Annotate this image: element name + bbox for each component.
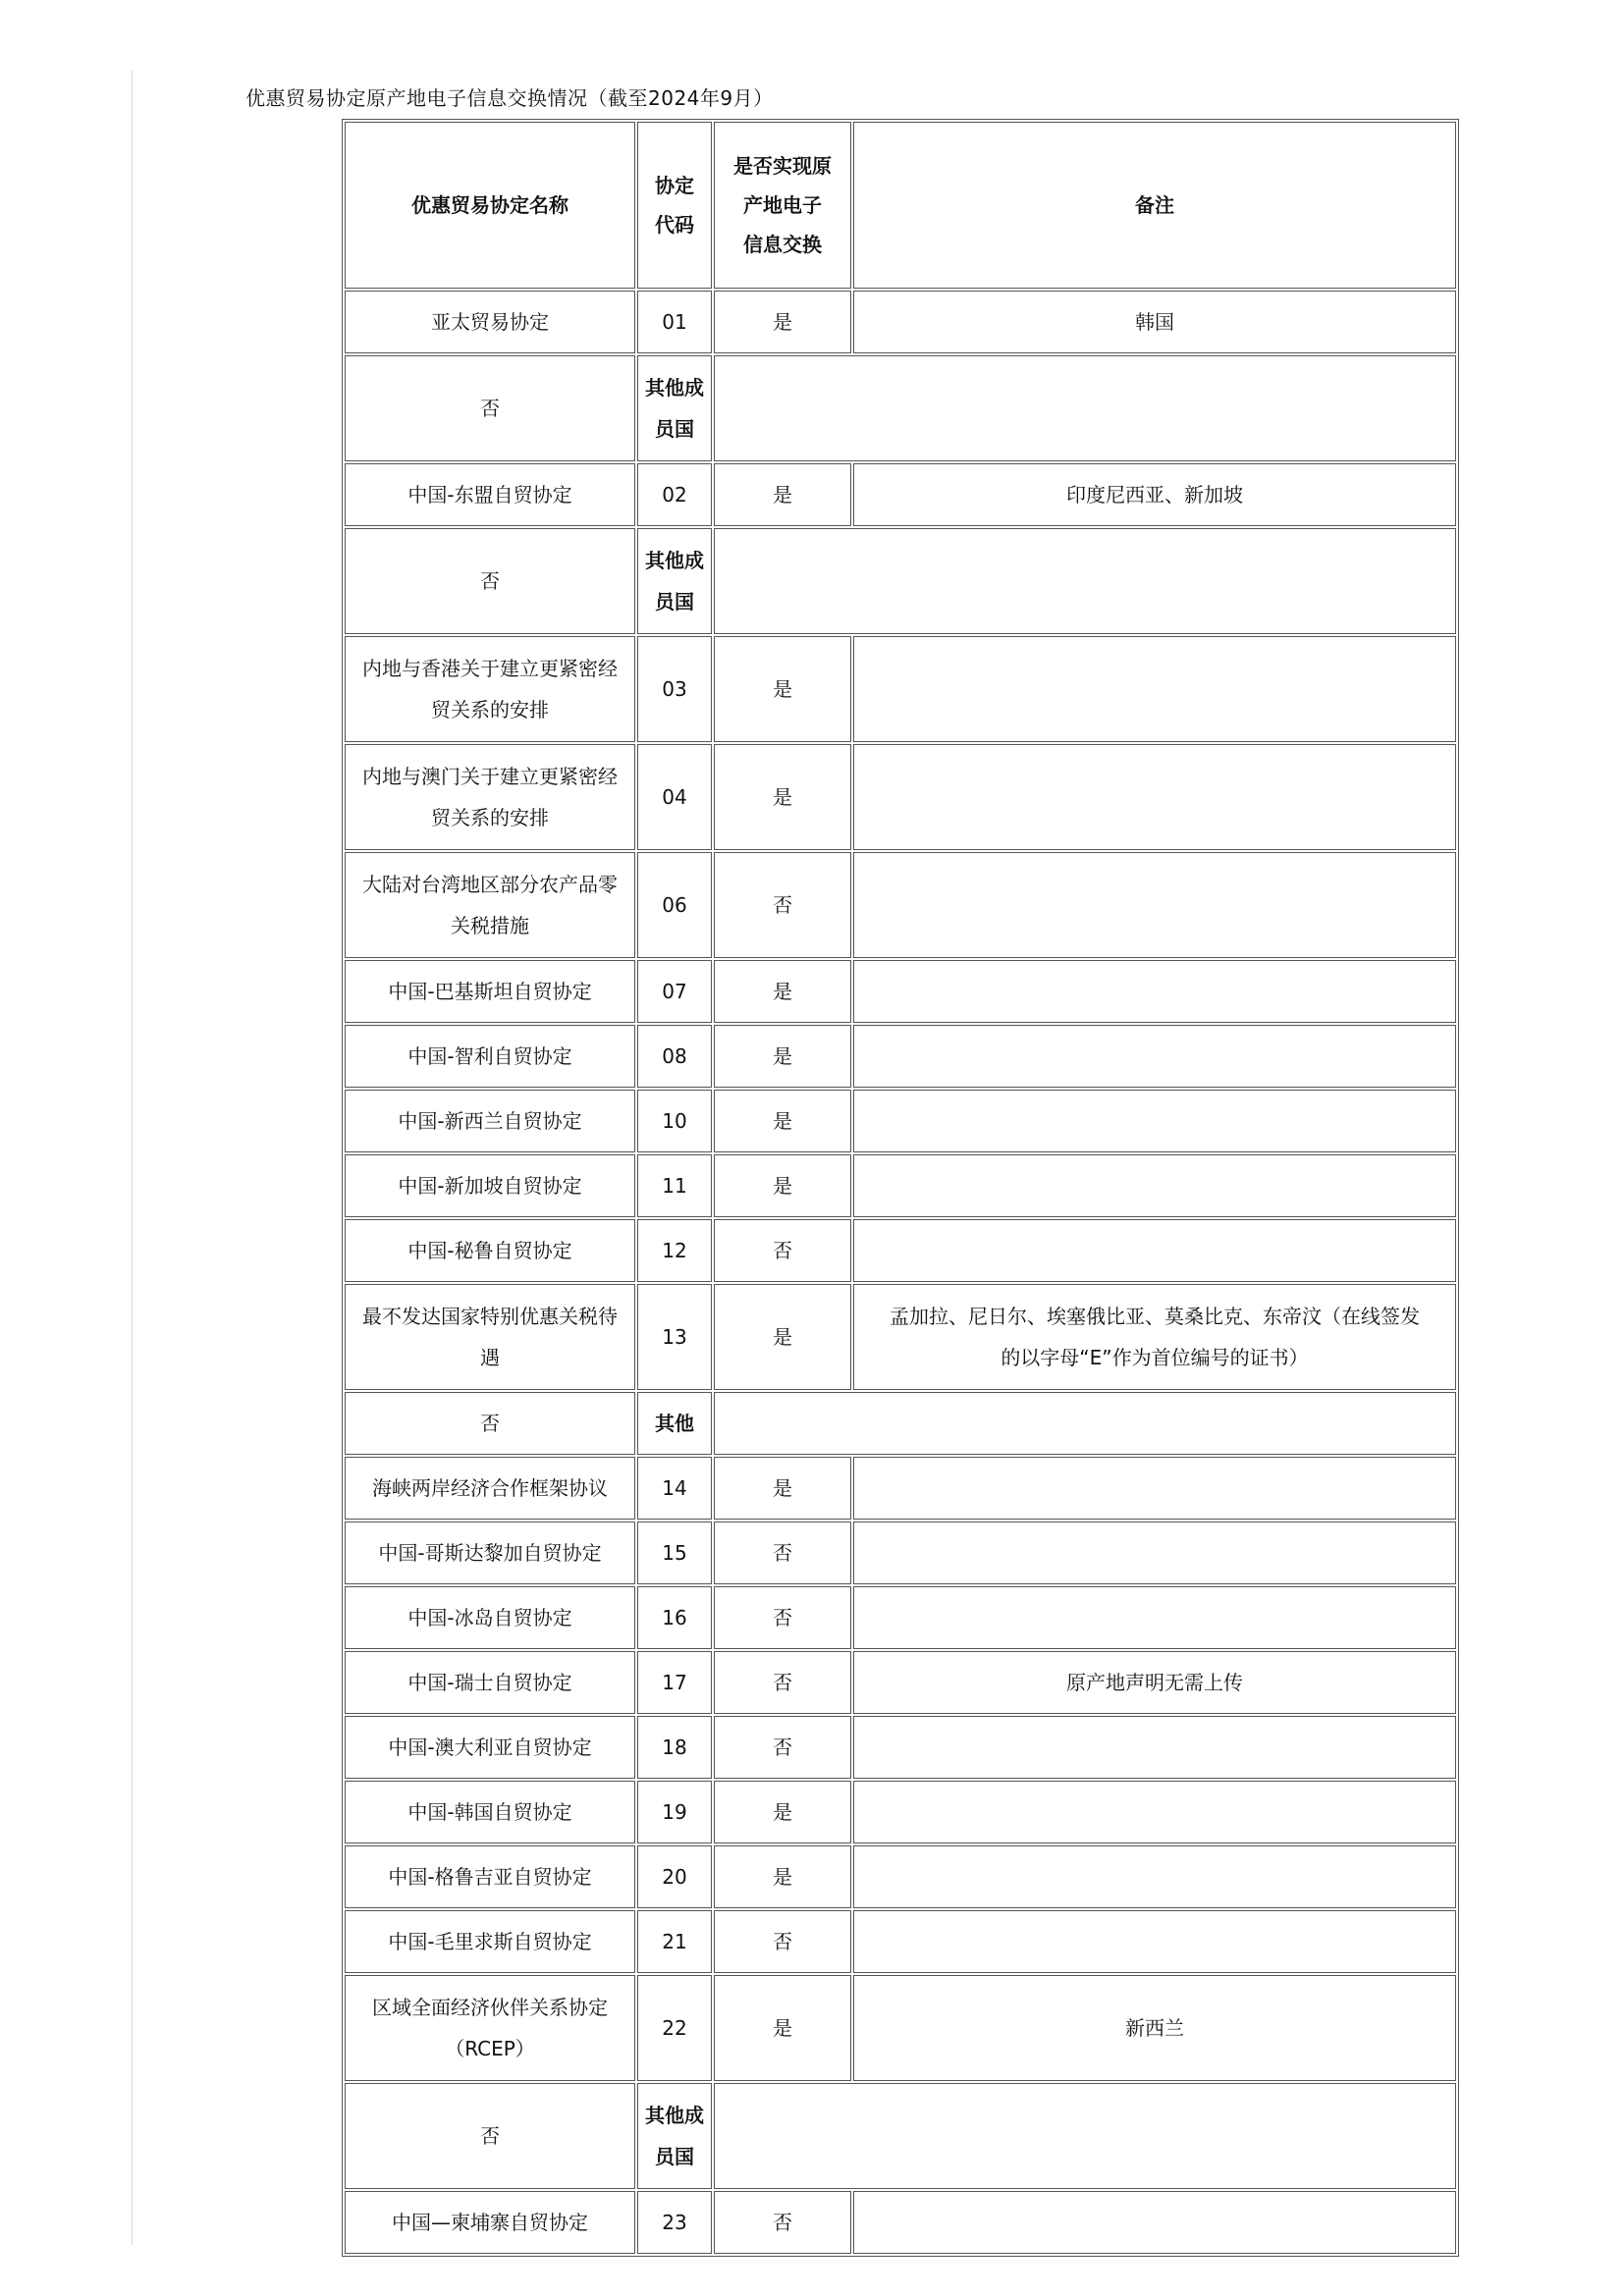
table-subrow bbox=[345, 355, 1456, 461]
exchange-status-cell: 否 bbox=[714, 1716, 851, 1779]
agreement-name-cell bbox=[345, 291, 635, 353]
table-row bbox=[345, 1219, 1456, 1282]
agreement-code-cell: 11 bbox=[637, 1154, 712, 1217]
table-subrow bbox=[345, 1392, 1456, 1455]
agreement-name-cell bbox=[345, 1025, 635, 1088]
header-agreement-name: 优惠贸易协定名称 bbox=[345, 122, 635, 289]
agreement-name-line1: 中国-瑞士自贸协定 bbox=[407, 1671, 572, 1694]
note-cell bbox=[853, 1284, 1456, 1390]
agreement-name-line1: 中国-冰岛自贸协定 bbox=[407, 1606, 572, 1629]
note-cell bbox=[853, 1845, 1456, 1908]
note-cell bbox=[853, 1716, 1456, 1779]
empty-note-cell bbox=[714, 528, 1456, 634]
table-row bbox=[345, 1457, 1456, 1520]
exchange-status-cell: 是 bbox=[714, 1781, 851, 1843]
agreements-table bbox=[342, 119, 1459, 2257]
agreement-code-cell: 18 bbox=[637, 1716, 712, 1779]
agreement-name-line1: 中国-哥斯达黎加自贸协定 bbox=[378, 1541, 602, 1565]
agreement-code-cell: 14 bbox=[637, 1457, 712, 1520]
note-cell bbox=[853, 1781, 1456, 1843]
note-cell bbox=[853, 2191, 1456, 2254]
member-group-line1: 其他成 bbox=[645, 376, 704, 400]
agreement-name-line2: 遇 bbox=[480, 1346, 500, 1369]
note-cell bbox=[853, 852, 1456, 958]
agreement-name-cell bbox=[345, 1522, 635, 1584]
agreement-code-cell: 13 bbox=[637, 1284, 712, 1390]
table-row bbox=[345, 636, 1456, 742]
agreement-name-cell bbox=[345, 636, 635, 742]
agreement-name-line2: 贸关系的安排 bbox=[431, 698, 549, 721]
empty-note-cell bbox=[714, 2083, 1456, 2189]
agreement-name-line1: 中国-智利自贸协定 bbox=[407, 1044, 572, 1068]
agreement-name-line1: 中国-毛里求斯自贸协定 bbox=[388, 1930, 592, 1953]
agreement-name-cell bbox=[345, 463, 635, 526]
note-cell bbox=[853, 1651, 1456, 1714]
agreement-name-cell bbox=[345, 1219, 635, 1282]
agreement-name-line2: 贸关系的安排 bbox=[431, 806, 549, 829]
agreement-name-cell bbox=[345, 1284, 635, 1390]
header-status-line1: 是否实现原 bbox=[733, 154, 832, 178]
exchange-status-cell: 是 bbox=[714, 636, 851, 742]
empty-note-cell bbox=[714, 355, 1456, 461]
agreement-name-cell bbox=[345, 960, 635, 1023]
agreement-name-line1: 大陆对台湾地区部分农产品零 bbox=[362, 873, 618, 896]
header-code bbox=[637, 122, 712, 289]
agreement-name-line1: 中国-澳大利亚自贸协定 bbox=[388, 1735, 592, 1759]
agreement-name-line1: 亚太贸易协定 bbox=[431, 310, 549, 334]
agreement-name-line1: 内地与澳门关于建立更紧密经 bbox=[362, 765, 618, 788]
agreement-name-cell bbox=[345, 2191, 635, 2254]
agreement-name-line1: 中国-东盟自贸协定 bbox=[407, 483, 572, 507]
note-line1: 孟加拉、尼日尔、埃塞俄比亚、莫桑比克、东帝汶（在线签发 bbox=[890, 1305, 1420, 1328]
member-group-cell bbox=[637, 2083, 712, 2189]
agreement-name-line1: 中国-韩国自贸协定 bbox=[407, 1800, 572, 1824]
agreement-code-cell: 03 bbox=[637, 636, 712, 742]
note-line2: 的以字母“E”作为首位编号的证书） bbox=[1001, 1346, 1309, 1369]
exchange-status-cell: 是 bbox=[714, 960, 851, 1023]
table-row bbox=[345, 291, 1456, 353]
agreement-code-cell: 12 bbox=[637, 1219, 712, 1282]
table-row bbox=[345, 1975, 1456, 2081]
header-note: 备注 bbox=[853, 122, 1456, 289]
table-row bbox=[345, 463, 1456, 526]
note-cell bbox=[853, 1586, 1456, 1649]
agreement-code-cell: 01 bbox=[637, 291, 712, 353]
agreement-name-cell bbox=[345, 744, 635, 850]
exchange-status-cell: 否 bbox=[714, 1522, 851, 1584]
agreement-code-cell: 20 bbox=[637, 1845, 712, 1908]
table-row bbox=[345, 2191, 1456, 2254]
exchange-status-cell: 否 bbox=[345, 528, 635, 634]
table-row bbox=[345, 744, 1456, 850]
table-row bbox=[345, 1716, 1456, 1779]
agreement-code-cell: 02 bbox=[637, 463, 712, 526]
agreement-name-cell bbox=[345, 852, 635, 958]
agreement-code-cell: 22 bbox=[637, 1975, 712, 2081]
table-row bbox=[345, 1651, 1456, 1714]
agreement-name-cell bbox=[345, 1910, 635, 1973]
header-code-line1: 协定 bbox=[655, 174, 694, 197]
note-cell bbox=[853, 1090, 1456, 1152]
exchange-status-cell: 否 bbox=[714, 1586, 851, 1649]
exchange-status-cell: 否 bbox=[345, 2083, 635, 2189]
exchange-status-cell: 是 bbox=[714, 463, 851, 526]
table-row bbox=[345, 1781, 1456, 1843]
exchange-status-cell: 否 bbox=[714, 1651, 851, 1714]
agreement-code-cell: 17 bbox=[637, 1651, 712, 1714]
member-group-cell bbox=[637, 528, 712, 634]
agreement-name-cell bbox=[345, 1586, 635, 1649]
agreement-code-cell: 15 bbox=[637, 1522, 712, 1584]
agreement-name-cell bbox=[345, 1845, 635, 1908]
note-cell bbox=[853, 1219, 1456, 1282]
agreement-name-cell bbox=[345, 1154, 635, 1217]
agreement-name-line1: 中国-新加坡自贸协定 bbox=[398, 1174, 582, 1198]
note-cell bbox=[853, 291, 1456, 353]
agreement-code-cell: 16 bbox=[637, 1586, 712, 1649]
document-title: 优惠贸易协定原产地电子信息交换情况（截至2024年9月） bbox=[245, 86, 774, 110]
header-exchange-status bbox=[714, 122, 851, 289]
member-group-cell bbox=[637, 355, 712, 461]
table-header-row bbox=[345, 122, 1456, 289]
exchange-status-cell: 是 bbox=[714, 744, 851, 850]
member-group-line1: 其他成 bbox=[645, 549, 704, 572]
table-row bbox=[345, 1586, 1456, 1649]
member-group-line2: 员国 bbox=[655, 590, 694, 614]
agreement-name-line1: 海峡两岸经济合作框架协议 bbox=[372, 1476, 608, 1500]
member-group-cell bbox=[637, 1392, 712, 1455]
exchange-status-cell: 否 bbox=[714, 1219, 851, 1282]
table-subrow bbox=[345, 2083, 1456, 2189]
agreement-name-line1: 中国-新西兰自贸协定 bbox=[398, 1109, 582, 1133]
note-line1: 韩国 bbox=[1135, 310, 1174, 334]
agreement-name-cell bbox=[345, 1781, 635, 1843]
note-cell bbox=[853, 960, 1456, 1023]
note-cell bbox=[853, 1457, 1456, 1520]
note-cell bbox=[853, 1910, 1456, 1973]
table-row bbox=[345, 1845, 1456, 1908]
page-margin-rule bbox=[132, 71, 133, 2245]
table-row bbox=[345, 1910, 1456, 1973]
agreement-name-line1: 中国-格鲁吉亚自贸协定 bbox=[388, 1865, 592, 1889]
table-row bbox=[345, 1522, 1456, 1584]
agreement-name-line1: 中国-巴基斯坦自贸协定 bbox=[388, 980, 592, 1003]
table-row bbox=[345, 960, 1456, 1023]
agreement-name-cell bbox=[345, 1651, 635, 1714]
table-row bbox=[345, 1025, 1456, 1088]
exchange-status-cell: 否 bbox=[714, 1910, 851, 1973]
agreement-code-cell: 10 bbox=[637, 1090, 712, 1152]
note-cell bbox=[853, 1522, 1456, 1584]
header-status-line3: 信息交换 bbox=[743, 233, 822, 256]
note-cell bbox=[853, 744, 1456, 850]
agreement-name-line1: 区域全面经济伙伴关系协定 bbox=[372, 1996, 608, 2019]
agreement-name-line1: 最不发达国家特别优惠关税待 bbox=[362, 1305, 618, 1328]
agreement-name-line2: （RCEP） bbox=[445, 2037, 535, 2060]
exchange-status-cell: 是 bbox=[714, 1845, 851, 1908]
exchange-status-cell: 否 bbox=[345, 1392, 635, 1455]
agreement-code-cell: 23 bbox=[637, 2191, 712, 2254]
note-cell bbox=[853, 1154, 1456, 1217]
empty-note-cell bbox=[714, 1392, 1456, 1455]
exchange-status-cell: 是 bbox=[714, 1457, 851, 1520]
table-subrow bbox=[345, 528, 1456, 634]
note-cell bbox=[853, 463, 1456, 526]
agreement-code-cell: 21 bbox=[637, 1910, 712, 1973]
agreement-code-cell: 08 bbox=[637, 1025, 712, 1088]
exchange-status-cell: 否 bbox=[345, 355, 635, 461]
header-status-line2: 产地电子 bbox=[743, 193, 822, 217]
table-row bbox=[345, 1090, 1456, 1152]
note-cell bbox=[853, 636, 1456, 742]
note-line1: 原产地声明无需上传 bbox=[1066, 1671, 1243, 1694]
agreement-code-cell: 06 bbox=[637, 852, 712, 958]
exchange-status-cell: 是 bbox=[714, 1284, 851, 1390]
note-line1: 印度尼西亚、新加坡 bbox=[1066, 483, 1243, 507]
note-line1: 新西兰 bbox=[1125, 2016, 1184, 2040]
agreement-code-cell: 07 bbox=[637, 960, 712, 1023]
table-row bbox=[345, 852, 1456, 958]
agreement-name-line1: 中国—柬埔寨自贸协定 bbox=[392, 2211, 588, 2234]
agreement-name-cell bbox=[345, 1975, 635, 2081]
header-code-line2: 代码 bbox=[655, 213, 694, 237]
agreement-name-line2: 关税措施 bbox=[451, 914, 529, 937]
exchange-status-cell: 否 bbox=[714, 852, 851, 958]
member-group-line1: 其他 bbox=[655, 1412, 694, 1435]
exchange-status-cell: 否 bbox=[714, 2191, 851, 2254]
note-cell bbox=[853, 1025, 1456, 1088]
agreement-code-cell: 04 bbox=[637, 744, 712, 850]
agreement-name-cell bbox=[345, 1090, 635, 1152]
table-row bbox=[345, 1154, 1456, 1217]
agreement-name-line1: 中国-秘鲁自贸协定 bbox=[407, 1239, 572, 1262]
agreement-code-cell: 19 bbox=[637, 1781, 712, 1843]
note-cell bbox=[853, 1975, 1456, 2081]
exchange-status-cell: 是 bbox=[714, 1975, 851, 2081]
agreement-name-cell bbox=[345, 1716, 635, 1779]
table-row bbox=[345, 1284, 1456, 1390]
member-group-line2: 员国 bbox=[655, 2145, 694, 2168]
member-group-line1: 其他成 bbox=[645, 2104, 704, 2127]
exchange-status-cell: 是 bbox=[714, 1025, 851, 1088]
exchange-status-cell: 是 bbox=[714, 1090, 851, 1152]
agreement-name-line1: 内地与香港关于建立更紧密经 bbox=[362, 657, 618, 680]
agreement-name-cell bbox=[345, 1457, 635, 1520]
exchange-status-cell: 是 bbox=[714, 1154, 851, 1217]
exchange-status-cell: 是 bbox=[714, 291, 851, 353]
member-group-line2: 员国 bbox=[655, 417, 694, 441]
